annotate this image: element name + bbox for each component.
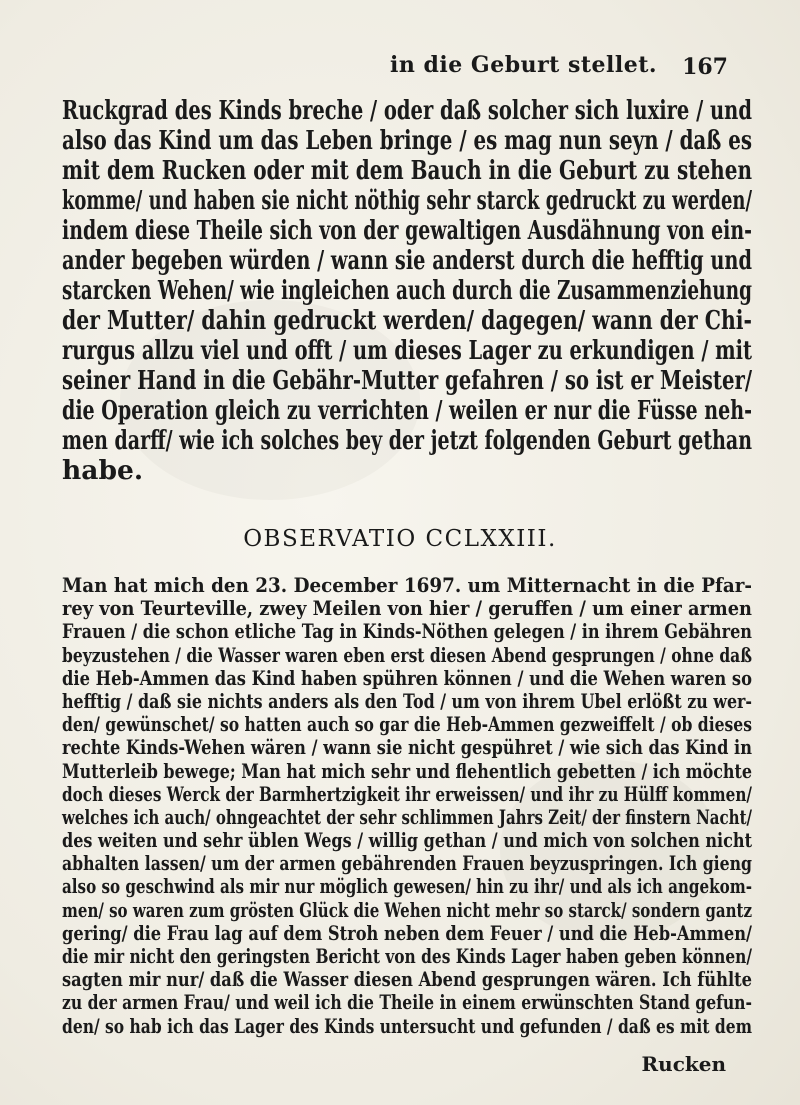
text-line: rey von Teurteville, zwey Meilen von hier / geruffen / um einer armen	[62, 597, 752, 621]
text-line: ander begeben würden / wann sie anderst durch die hefftig und	[62, 245, 752, 276]
text-line: rurgus allzu viel und offt / um dieses Lager zu erkundigen / mit	[62, 335, 752, 366]
text-line: komme/ und haben sie nicht nöthig sehr starck gedruckt zu werden/	[62, 185, 752, 216]
paragraph-small-type	[62, 574, 752, 1038]
text-line: men/ so waren zum grösten Glück die Wehen nicht mehr so starck/ sondern gantz	[62, 898, 752, 922]
text-line: doch dieses Werck der Barmhertzigkeit ihr erweissen/ und ihr zu Hülff kommen/	[62, 782, 752, 806]
text-line: den/ so hab ich das Lager des Kinds untersucht und gefunden / daß es mit dem	[62, 1014, 752, 1038]
text-line: also so geschwind als mir nur möglich gewesen/ hin zu ihr/ und als ich angekom-	[62, 875, 752, 899]
paragraph-large-type	[62, 96, 752, 486]
text-line: die mir nicht den geringsten Bericht von des Kinds Lager haben geben können/	[62, 945, 752, 968]
text-line: welches ich auch/ ohngeachtet der sehr schlimmen Jahrs Zeit/ der finstern Nacht/	[62, 805, 752, 829]
text-line: Frauen / die schon etliche Tag in Kinds-Nöthen gelegen / in ihrem Gebähren	[62, 620, 752, 644]
text-line: die Heb-Ammen das Kind haben spühren können / und die Wehen waren so	[62, 666, 752, 690]
text-line: abhalten lassen/ um der armen gebährenden Frauen beyzuspringen. Ich gieng	[62, 852, 752, 876]
text-line: der Mutter/ dahin gedruckt werden/ dagegen/ wann der Chi-	[62, 305, 752, 336]
text-line: beyzustehen / die Wasser waren eben erst diesen Abend gesprungen / ohne daß	[62, 643, 752, 667]
text-line: indem diese Theile sich von der gewaltigen Ausdähnung von ein-	[62, 215, 752, 246]
text-line: sagten mir nur/ daß die Wasser diesen Abend gesprungen wären. Ich fühlte	[62, 968, 752, 992]
text-line: des weiten und sehr üblen Wegs / willig gethan / und mich von solchen nicht	[62, 829, 752, 853]
text-line: Mutterleib bewege; Man hat mich sehr und flehentlich gebetten / ich möchte	[62, 759, 752, 783]
text-line: zu der armen Frau/ und weil ich die Theile in einem erwünschten Stand gefun-	[62, 991, 752, 1015]
text-line: Man hat mich den 23. December 1697. um Mitternacht in die Pfar-	[62, 574, 752, 597]
text-line: habe.	[62, 455, 144, 486]
text-line: mit dem Rucken oder mit dem Bauch in die Geburt zu stehen	[62, 155, 752, 186]
text-line: rechte Kinds-Wehen wären / wann sie nicht gespühret / wie sich das Kind in	[62, 736, 752, 760]
text-line: also das Kind um das Leben bringe / es mag nun seyn / daß es	[62, 125, 752, 156]
text-line: hefftig / daß sie nichts anders als den Tod / um von ihrem Ubel erlößt zu wer-	[62, 689, 752, 713]
text-line: gering/ die Frau lag auf dem Stroh neben dem Feuer / und die Heb-Ammen/	[62, 921, 752, 945]
observation-heading: OBSERVATIO CCLXXIII.	[243, 526, 557, 552]
page-number: 167	[682, 54, 728, 80]
text-line: die Operation gleich zu verrichten / weilen er nur die Füsse neh-	[62, 395, 752, 426]
text-line: starcken Wehen/ wie ingleichen auch durch die Zusammenziehung	[62, 275, 752, 306]
text-line: men darff/ wie ich solches bey der jetzt folgenden Geburt gethan	[62, 425, 752, 456]
text-line: seiner Hand in die Gebähr-Mutter gefahren / so ist er Meister/	[62, 365, 752, 396]
text-line: Ruckgrad des Kinds breche / oder daß solcher sich luxire / und	[62, 95, 752, 126]
running-head: in die Geburt stellet.	[390, 52, 658, 78]
catchword: Rucken	[641, 1052, 726, 1076]
text-line: den/ gewünschet/ so hatten auch so gar die Heb-Ammen gezweiffelt / ob dieses	[62, 713, 752, 737]
